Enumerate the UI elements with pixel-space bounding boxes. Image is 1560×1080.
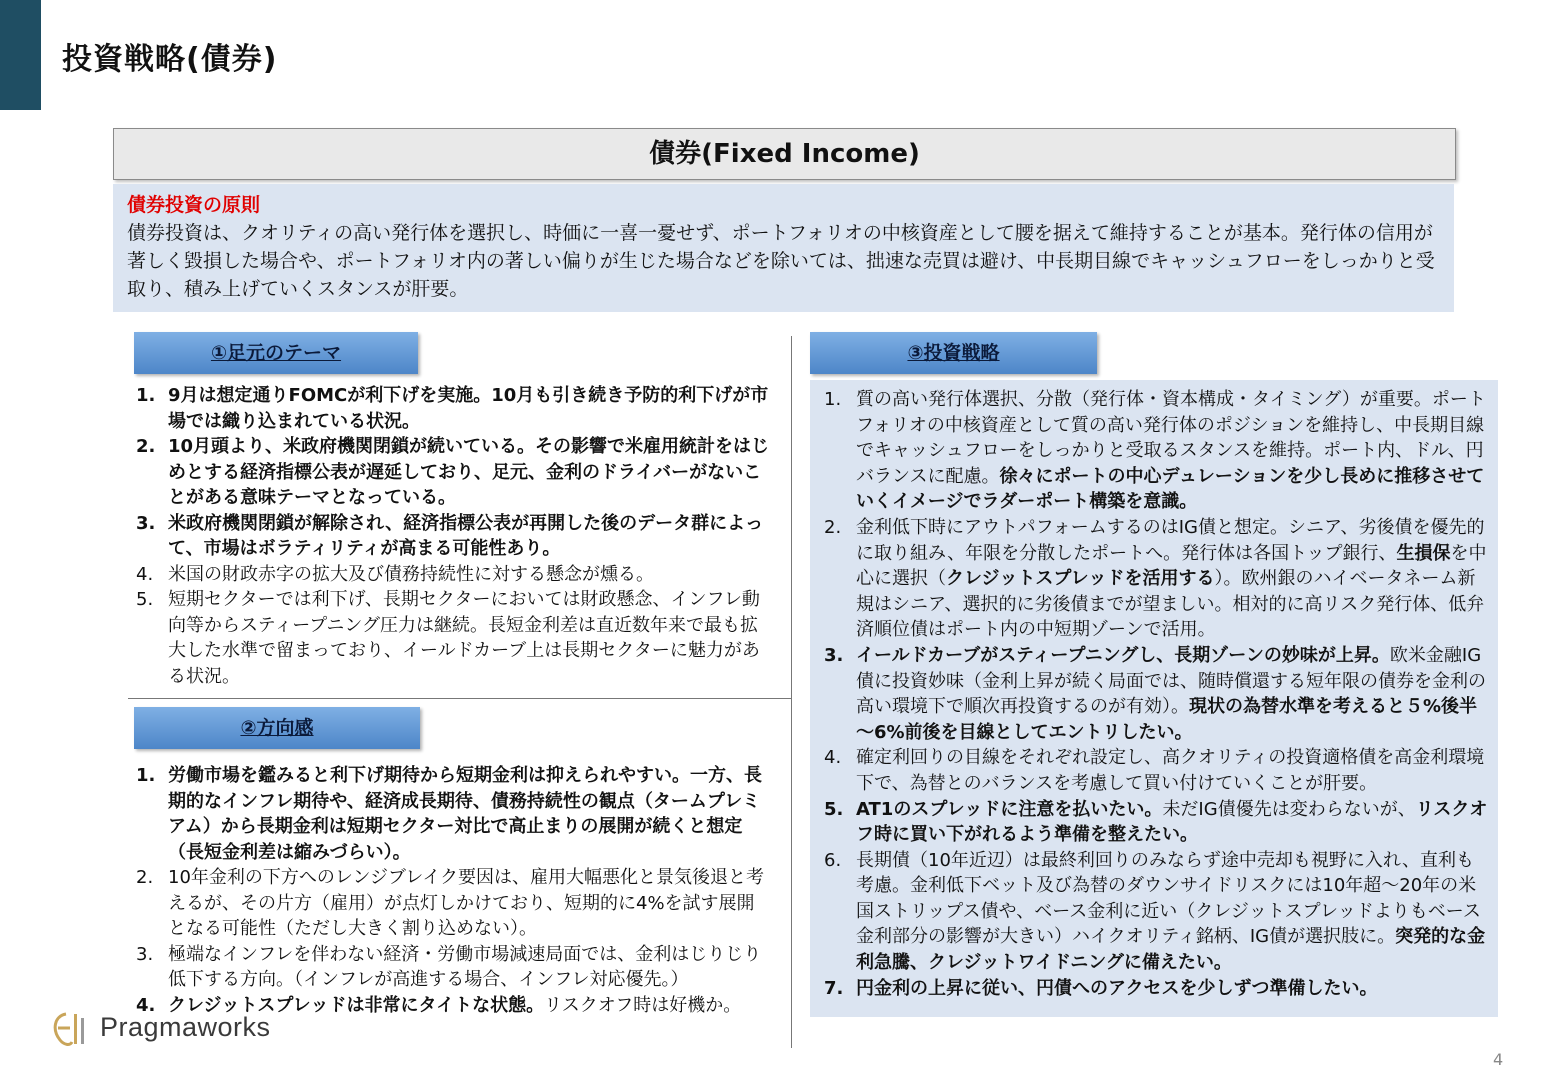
item-number: 3. [824, 644, 844, 666]
list-item [132, 434, 772, 511]
item-number: 5. [136, 589, 154, 610]
item-text: 欧米金融IG債に投資妙味（金利上昇が続く局面では、随時償還する短年限の債券を金利の高い環境下で順次再投資するのが有効）。 [856, 644, 1486, 718]
title-accent-bar [0, 0, 41, 110]
item-bold-text: 9月は想定通りFOMCが利下げを実施。10月も引き続き予防的利下げが市場では織り込まれている状況。 [168, 385, 769, 432]
list-item [132, 865, 772, 942]
page-title: 投資戦略(債券) [62, 42, 278, 77]
item-text: 質の高い発行体選択、分散（発行体・資本構成・タイミング）が重要。ポートフォリオの中核資産として質の高い発行体のポジションを維持し、中長期目線でキャッシュフローをしっかりと受取るスタンスを維持。ポート内、ドル、円バランスに配慮。 [856, 389, 1486, 487]
list-item [132, 763, 772, 865]
page-number: 4 [1493, 1050, 1504, 1069]
company-logo [50, 1008, 310, 1050]
section-header: 債券(Fixed Income) [113, 128, 1456, 180]
list-item [132, 562, 772, 588]
list-item [132, 383, 772, 434]
item-text: 未だIG債優先は変わらないが、 [1162, 798, 1416, 820]
item-number: 6. [824, 849, 842, 871]
item-number: 1. [824, 389, 842, 410]
item-bold-text: 労働市場を鑑みると利下げ期待から短期金利は抑えられやすい。一方、長期的なインフレ期待や、経済成長期待、債務持続性の観点（タームプレミアム）から長期金利は短期セクター対比で高止まりの展開が続くと想定（長短金利差は縮みづらい）。 [168, 765, 762, 863]
logo-mark-icon [50, 1008, 94, 1050]
item-number: 2. [824, 516, 842, 538]
list-item [820, 515, 1488, 643]
item-text: ）。欧州銀のハイベータネーム新規はシニア、選択的に劣後債までが望ましい。相対的に高リスク発行体、低弁済順位債はポート内の中短期ゾーンで活用。 [856, 568, 1485, 641]
item-bold-text: AT1のスプレッドに注意を払いたい。 [856, 798, 1163, 820]
list-item [132, 942, 772, 993]
strategy-label: ③投資戦略 [810, 332, 1097, 374]
item-number: 5. [824, 798, 844, 820]
item-text: 米国の財政赤字の拡大及び債務持続性に対する懸念が燻る。 [168, 563, 654, 585]
item-number: 7. [824, 977, 844, 999]
item-number: 3. [136, 512, 156, 534]
item-bold-text: 現状の為替水準を考えると５%後半～6%前後を目線としてエントリしたい。 [856, 696, 1478, 743]
list-item [820, 387, 1488, 515]
section-divider [128, 698, 791, 699]
list-item [820, 745, 1488, 796]
item-bold-text: イールドカーブがスティープニングし、長期ゾーンの妙味が上昇。 [856, 644, 1390, 666]
list-item [132, 511, 772, 562]
item-bold-text: 徐々にポートの中心デュレーションを少し長めに推移させていくイメージでラダーポート構築を意識。 [856, 465, 1485, 513]
logo-text: Pragmaworks [100, 1012, 271, 1042]
list-item [132, 587, 772, 689]
list-item [820, 643, 1488, 745]
item-number: 2. [136, 867, 154, 888]
direction-label: ②方向感 [134, 707, 420, 749]
column-divider [791, 336, 792, 1048]
item-bold-text: 円金利の上昇に従い、円債へのアクセスを少しずつ準備したい。 [856, 977, 1378, 999]
item-number: 4. [824, 747, 842, 769]
strategy-list [820, 387, 1488, 1001]
item-text: 極端なインフレを伴わない経済・労働市場減速局面では、金利はじりじり低下する方向。（インフレが高進する場合、インフレ対応優先。） [168, 943, 762, 990]
item-bold-text: 10月頭より、米政府機関閉鎖が続いている。その影響で米雇用統計をはじめとする経済指標公表が遅延しており、足元、金利のドライバーがないことがある意味テーマとなっている。 [168, 436, 770, 508]
item-number: 1. [136, 385, 156, 406]
principle-title: 債券投資の原則 [127, 194, 261, 216]
item-bold-text: 生損保 [1396, 542, 1451, 564]
item-number: 3. [136, 943, 154, 965]
direction-list [132, 763, 772, 1018]
principle-box [113, 184, 1454, 312]
item-text: リスクオフ時は好機か。 [544, 994, 742, 1016]
item-text: 長期債（10年近辺）は最終利回りのみならず途中売却も視野に入れ、直利も考慮。金利低下ベット及び為替のダウンサイドリスクには10年超～20年の米国ストリップス債や、ベース金利に近い（クレジットスプレッドよりもベース金利部分の影響が大きい）ハイクオリティ銘柄、IG債が選択肢に。 [856, 849, 1481, 948]
theme-label: ①足元のテーマ [134, 332, 418, 374]
list-item [820, 976, 1488, 1002]
item-bold-text: クレジットスプレッドは非常にタイトな状態。 [168, 994, 545, 1016]
list-item [820, 797, 1488, 848]
item-number: 4. [136, 994, 156, 1016]
item-bold-text: 米政府機関閉鎖が解除され、経済指標公表が再開した後のデータ群によって、市場はボラティリティが高まる可能性あり。 [168, 512, 764, 559]
item-text: 10年金利の下方へのレンジブレイク要因は、雇用大幅悪化と景気後退と考えるが、その片方（雇用）が点灯しかけており、短期的に4%を試す展開となる可能性（ただし大きく割り込めない）。 [168, 867, 765, 939]
list-item [820, 848, 1488, 976]
item-bold-text: 突発的な金利急騰、クレジットワイドニングに備えたい。 [856, 926, 1486, 974]
item-bold-text: クレジットスプレッドを活用する [946, 568, 1215, 590]
item-text: 金利低下時にアウトパフォームするのはIG債と想定。シニア、劣後債を優先的に取り組み、年限を分散したポートへ。発行体は各国トップ銀行、 [856, 516, 1485, 564]
principle-body: 債券投資は、クオリティの高い発行体を選択し、時価に一喜一憂せず、ポートフォリオの中核資産として腰を据えて維持することが基本。発行体の信用が著しく毀損した場合や、ポートフォリオ内の著しい偏りが生じた場合などを除いては、拙速な売買は避け、中長期目線でキャッシュフローをしっかりと受取り、積み上げていくスタンスが肝要。 [127, 222, 1435, 300]
item-text: 確定利回りの目線をそれぞれ設定し、高クオリティの投資適格債を高金利環境下で、為替とのバランスを考慮して買い付けていくことが肝要。 [856, 747, 1485, 794]
item-text: を中心に選択（ [856, 542, 1487, 590]
item-text: 短期セクターでは利下げ、長期セクターにおいては財政懸念、インフレ動向等からスティープニング圧力は継続。長短金利差は直近数年来で最も拡大した水準で留まっており、イールドカーブ上は長期セクターに魅力がある状況。 [168, 589, 760, 687]
item-number: 1. [136, 765, 156, 786]
item-number: 4. [136, 563, 154, 585]
item-number: 2. [136, 436, 156, 457]
theme-list [132, 383, 772, 689]
item-bold-text: リスクオフ時に買い下がれるよう準備を整えたい。 [856, 798, 1488, 846]
